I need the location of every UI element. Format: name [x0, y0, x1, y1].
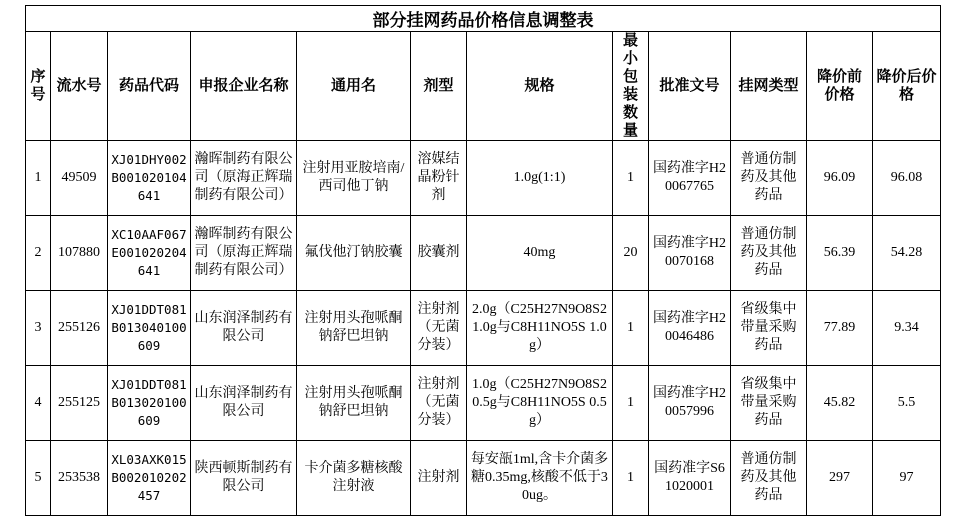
cell-min-pack: 1: [613, 441, 649, 516]
cell-company: 陕西顿斯制药有限公司: [191, 441, 297, 516]
cell-name: 氟伐他汀钠胶囊: [297, 216, 411, 291]
header-min-pack: 最小包装数量: [613, 32, 649, 141]
cell-price-after: 54.28: [873, 216, 941, 291]
cell-serial: 49509: [51, 141, 108, 216]
header-type: 挂网类型: [731, 32, 807, 141]
cell-price-after: 5.5: [873, 366, 941, 441]
cell-approval: 国药准字H20067765: [649, 141, 731, 216]
table-row: [26, 441, 941, 516]
cell-spec: 2.0g（C25H27N9O8S2 1.0g与C8H11NO5S 1.0g）: [467, 291, 613, 366]
cell-serial: 255125: [51, 366, 108, 441]
table-row: [26, 366, 941, 441]
cell-serial: 255126: [51, 291, 108, 366]
cell-no: 3: [26, 291, 51, 366]
cell-spec: 每安瓿1ml,含卡介菌多糖0.35mg,核酸不低于30ug。: [467, 441, 613, 516]
cell-spec: 40mg: [467, 216, 613, 291]
cell-min-pack: 1: [613, 366, 649, 441]
cell-spec: 1.0g(1:1): [467, 141, 613, 216]
cell-company: 瀚晖制药有限公司（原海正辉瑞制药有限公司）: [191, 216, 297, 291]
cell-name: 注射用亚胺培南/西司他丁钠: [297, 141, 411, 216]
cell-serial: 107880: [51, 216, 108, 291]
cell-name: 注射用头孢哌酮钠舒巴坦钠: [297, 366, 411, 441]
cell-type: 省级集中带量采购药品: [731, 366, 807, 441]
cell-name: 注射用头孢哌酮钠舒巴坦钠: [297, 291, 411, 366]
cell-approval: 国药准字H20046486: [649, 291, 731, 366]
cell-no: 4: [26, 366, 51, 441]
cell-min-pack: 20: [613, 216, 649, 291]
table-row: [26, 141, 941, 216]
cell-company: 瀚晖制药有限公司（原海正辉瑞制药有限公司）: [191, 141, 297, 216]
cell-serial: 253538: [51, 441, 108, 516]
table-row: [26, 216, 941, 291]
header-name: 通用名: [297, 32, 411, 141]
header-spec: 规格: [467, 32, 613, 141]
cell-price-before: 96.09: [807, 141, 873, 216]
cell-company: 山东润泽制药有限公司: [191, 291, 297, 366]
cell-code: XL03AXK015B002010202457: [108, 441, 191, 516]
cell-code: XC10AAF067E001020204641: [108, 216, 191, 291]
cell-type: 普通仿制药及其他药品: [731, 141, 807, 216]
cell-price-before: 56.39: [807, 216, 873, 291]
cell-type: 普通仿制药及其他药品: [731, 441, 807, 516]
cell-no: 2: [26, 216, 51, 291]
cell-code: XJ01DDT081B013020100609: [108, 366, 191, 441]
cell-approval: 国药准字H20070168: [649, 216, 731, 291]
cell-type: 普通仿制药及其他药品: [731, 216, 807, 291]
header-serial: 流水号: [51, 32, 108, 141]
header-row: [26, 32, 941, 141]
cell-price-after: 97: [873, 441, 941, 516]
header-company: 申报企业名称: [191, 32, 297, 141]
cell-no: 5: [26, 441, 51, 516]
title-row: [26, 6, 941, 32]
cell-min-pack: 1: [613, 141, 649, 216]
cell-code: XJ01DHY002B001020104641: [108, 141, 191, 216]
header-price-after: 降价后价格: [873, 32, 941, 141]
cell-form: 注射剂（无菌分装）: [411, 291, 467, 366]
header-no: 序号: [26, 32, 51, 141]
cell-form: 注射剂（无菌分装）: [411, 366, 467, 441]
price-adjustment-table: [25, 5, 941, 516]
cell-company: 山东润泽制药有限公司: [191, 366, 297, 441]
cell-form: 溶媒结晶粉针剂: [411, 141, 467, 216]
cell-price-after: 96.08: [873, 141, 941, 216]
cell-approval: 国药准字H20057996: [649, 366, 731, 441]
cell-price-after: 9.34: [873, 291, 941, 366]
cell-form: 胶囊剂: [411, 216, 467, 291]
cell-spec: 1.0g（C25H27N9O8S2 0.5g与C8H11NO5S 0.5g）: [467, 366, 613, 441]
cell-price-before: 297: [807, 441, 873, 516]
cell-no: 1: [26, 141, 51, 216]
header-code: 药品代码: [108, 32, 191, 141]
header-form: 剂型: [411, 32, 467, 141]
cell-code: XJ01DDT081B013040100609: [108, 291, 191, 366]
cell-type: 省级集中带量采购药品: [731, 291, 807, 366]
table-title: 部分挂网药品价格信息调整表: [26, 6, 941, 32]
cell-price-before: 45.82: [807, 366, 873, 441]
cell-form: 注射剂: [411, 441, 467, 516]
cell-approval: 国药准字S61020001: [649, 441, 731, 516]
table-row: [26, 291, 941, 366]
cell-price-before: 77.89: [807, 291, 873, 366]
header-price-before: 降价前价格: [807, 32, 873, 141]
cell-name: 卡介菌多糖核酸注射液: [297, 441, 411, 516]
header-approval: 批准文号: [649, 32, 731, 141]
cell-min-pack: 1: [613, 291, 649, 366]
